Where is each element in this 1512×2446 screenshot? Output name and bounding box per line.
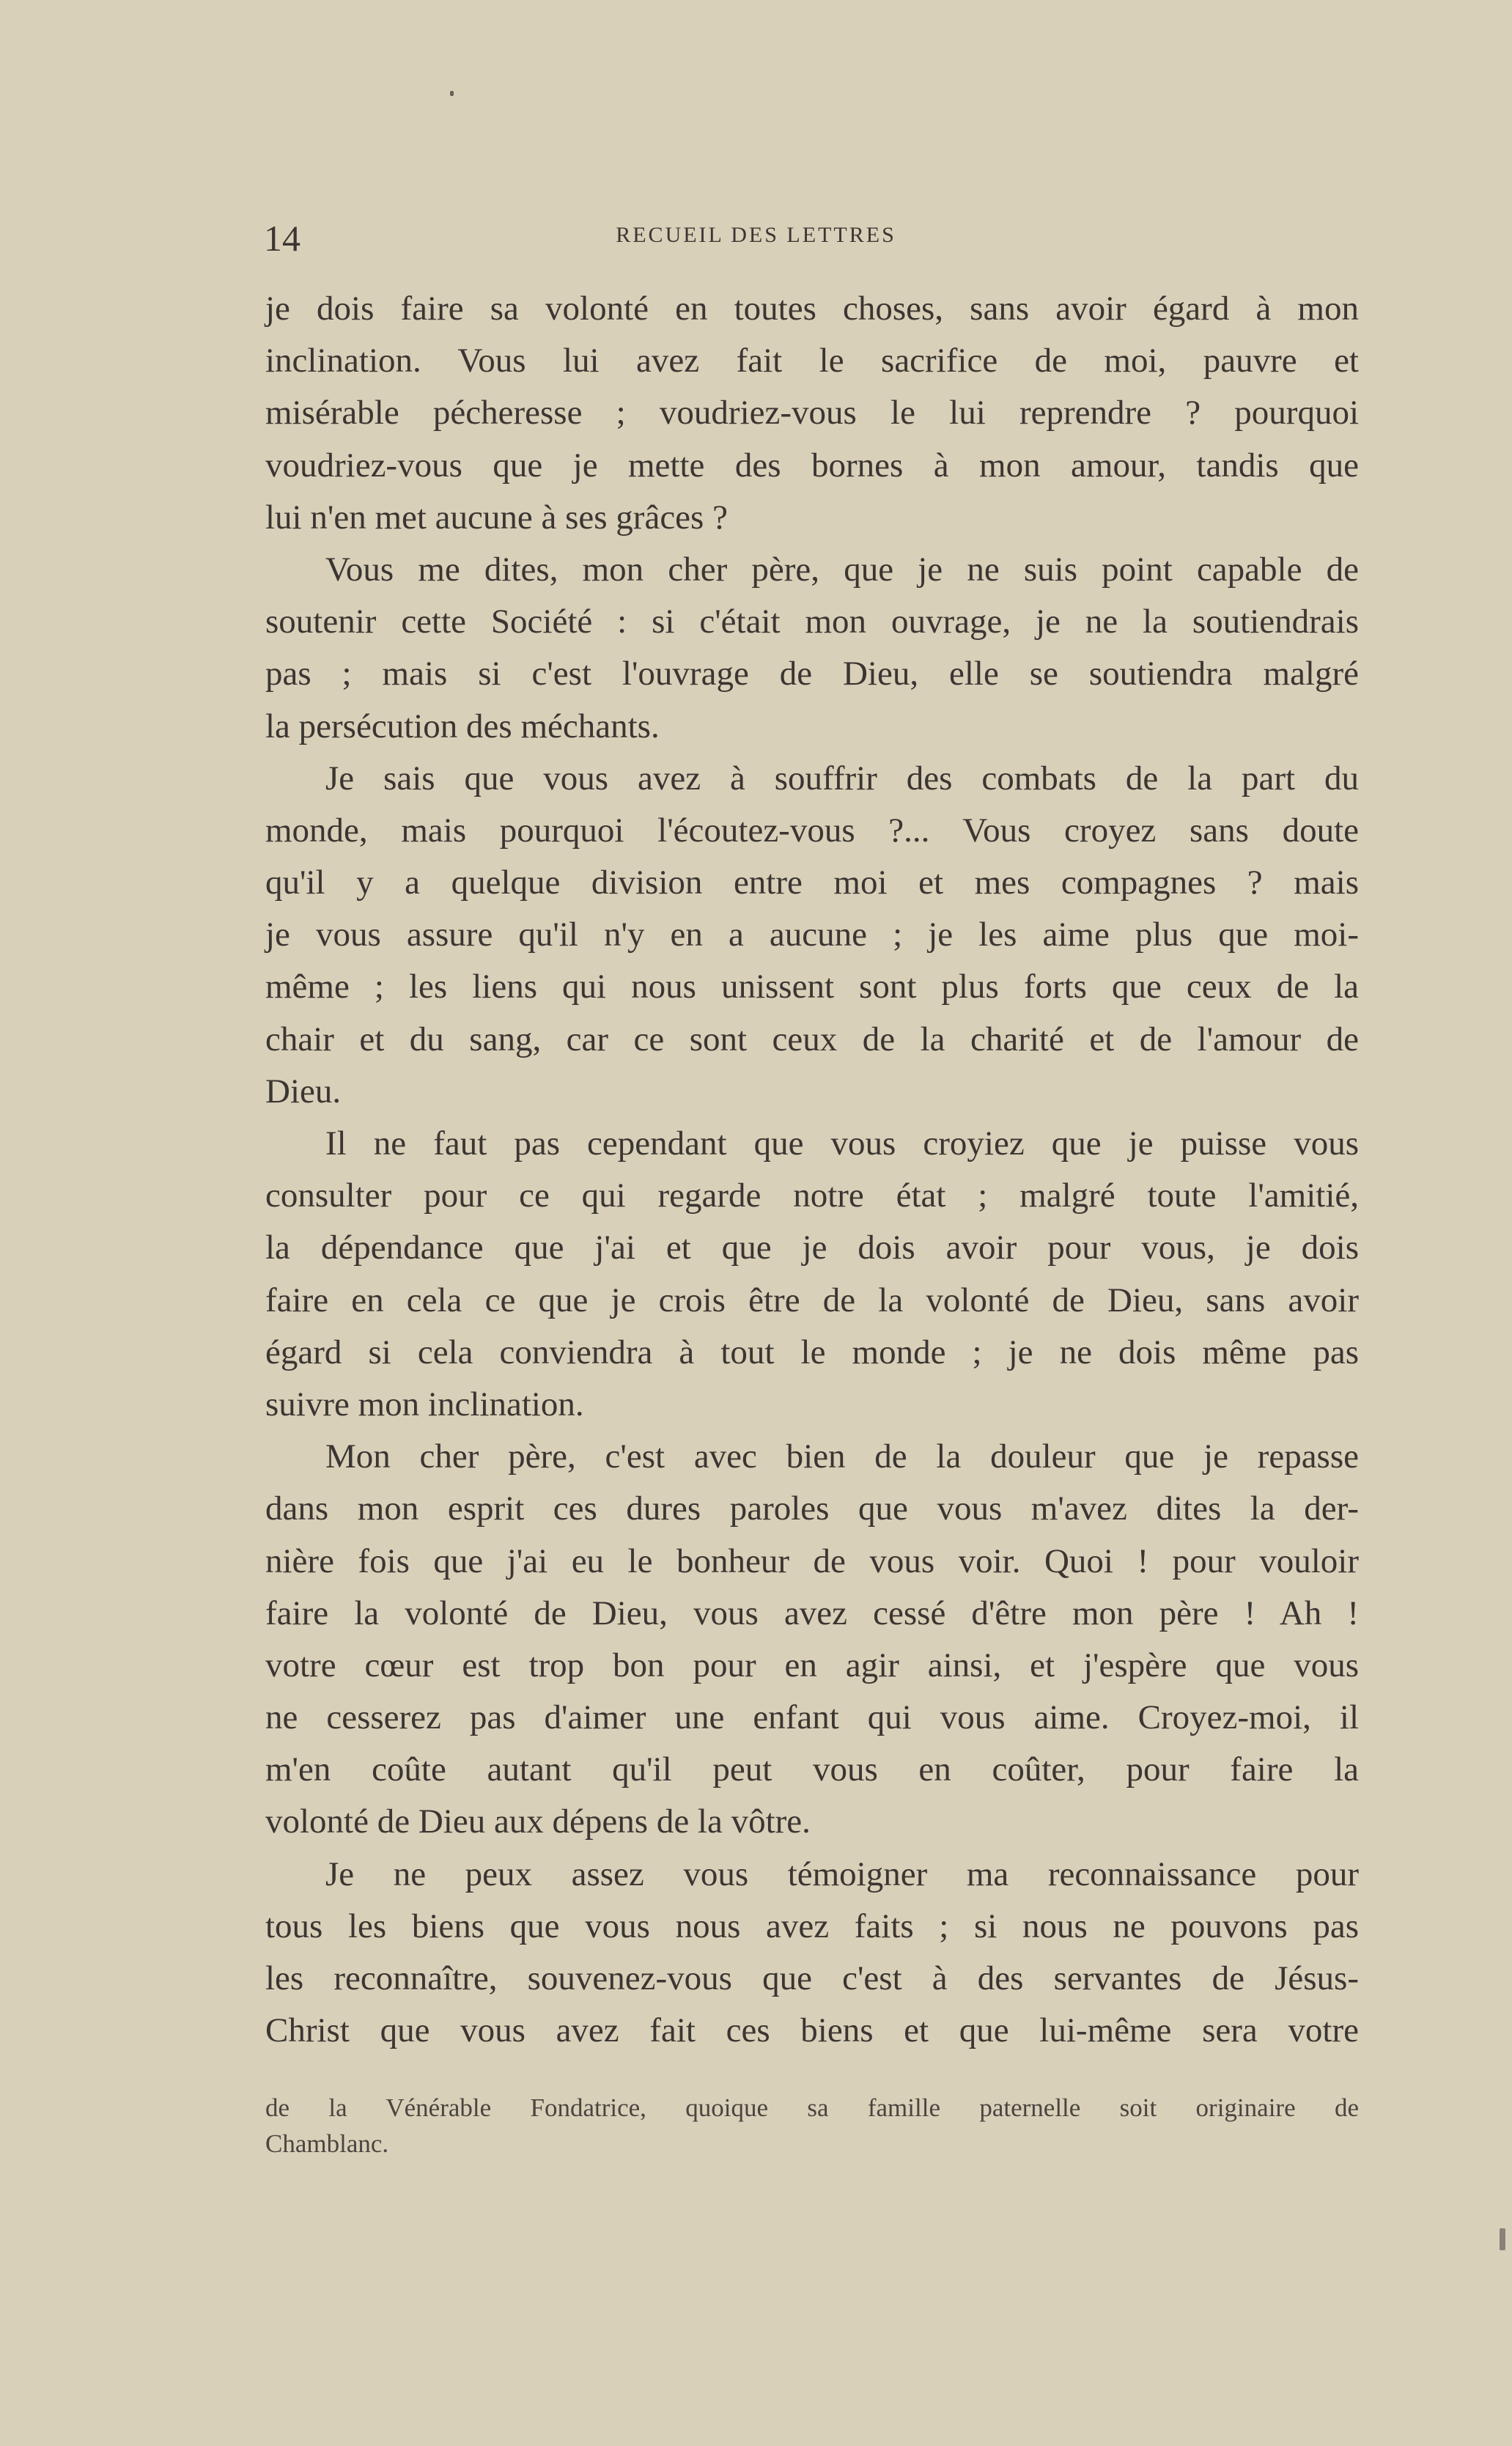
text-line: lui n'en met aucune à ses grâces ? [265,498,728,537]
text-line: m'en coûte autant qu'il peut vous en coûter, pour faire la [265,1750,1359,1789]
text-line: faire la volonté de Dieu, vous avez cessé d'être mon père ! Ah ! [265,1594,1359,1632]
text-line: soutenir cette Société : si c'était mon ouvrage, je ne la soutiendrais [265,603,1359,641]
text-line: chair et du sang, car ce sont ceux de la charité et de l'amour de [265,1020,1359,1058]
text-line: inclination. Vous lui avez fait le sacrifice de moi, pauvre et [265,342,1359,380]
scan-speck [450,91,454,96]
text-line: ne cesserez pas d'aimer une enfant qui vous aime. Croyez-moi, il [265,1698,1359,1737]
text-line: nière fois que j'ai eu le bonheur de vous voir. Quoi ! pour vouloir [265,1541,1359,1580]
text-line: Vous me dites, mon cher père, que je ne suis point capable de [325,550,1359,589]
text-line: Je sais que vous avez à souffrir des combats de la part du [325,759,1359,797]
text-line: dans mon esprit ces dures paroles que vous m'avez dites la der- [265,1489,1359,1528]
running-title: RECUEIL DES LETTRES [616,223,896,247]
text-line: Il ne faut pas cependant que vous croyiez que je puisse vous [325,1124,1359,1163]
text-line: misérable pécheresse ; voudriez-vous le lui reprendre ? pourquoi [265,394,1359,432]
text-line: qu'il y a quelque division entre moi et mes compagnes ? mais [265,863,1359,902]
body-text [265,283,1359,2057]
text-line: la dépendance que j'ai et que je dois avoir pour vous, je dois [265,1228,1359,1267]
text-line: la persécution des méchants. [265,707,660,745]
text-line: suivre mon inclination. [265,1385,584,1423]
text-line: je vous assure qu'il n'y en a aucune ; je les aime plus que moi- [265,916,1359,954]
text-line: faire en cela ce que je crois être de la volonté de Dieu, sans avoir [265,1281,1359,1319]
text-line: pas ; mais si c'est l'ouvrage de Dieu, elle se soutiendra malgré [265,655,1359,693]
text-line: égard si cela conviendra à tout le monde ; je ne dois même pas [265,1333,1359,1371]
text-line: votre cœur est trop bon pour en agir ainsi, et j'espère que vous [265,1646,1359,1684]
text-line: Christ que vous avez fait ces biens et que lui-même sera votre [265,2011,1359,2050]
footnote-line: Chamblanc. [265,2129,389,2158]
text-line: voudriez-vous que je mette des bornes à mon amour, tandis que [265,446,1359,485]
text-line: Mon cher père, c'est avec bien de la douleur que je repasse [325,1437,1359,1476]
text-line: Dieu. [265,1072,342,1110]
text-line: consulter pour ce qui regarde notre état ; malgré toute l'amitié, [265,1176,1359,1215]
text-line: volonté de Dieu aux dépens de la vôtre. [265,1802,811,1841]
footnote [265,2090,1359,2162]
scan-speck [1500,2228,1505,2250]
text-line: même ; les liens qui nous unissent sont plus forts que ceux de la [265,968,1359,1006]
text-line: monde, mais pourquoi l'écoutez-vous ?... Vous croyez sans doute [265,811,1359,850]
text-line: tous les biens que vous nous avez faits ; si nous ne pouvons pas [265,1907,1359,1945]
text-line: je dois faire sa volonté en toutes choses, sans avoir égard à mon [265,290,1359,328]
footnote-line: de la Vénérable Fondatrice, quoique sa famille paternelle soit originaire de [265,2093,1359,2122]
text-line: Je ne peux assez vous témoigner ma reconnaissance pour [325,1854,1359,1893]
text-line: les reconnaître, souvenez-vous que c'est à des servantes de Jésus- [265,1959,1359,1997]
page-number: 14 [264,218,300,259]
